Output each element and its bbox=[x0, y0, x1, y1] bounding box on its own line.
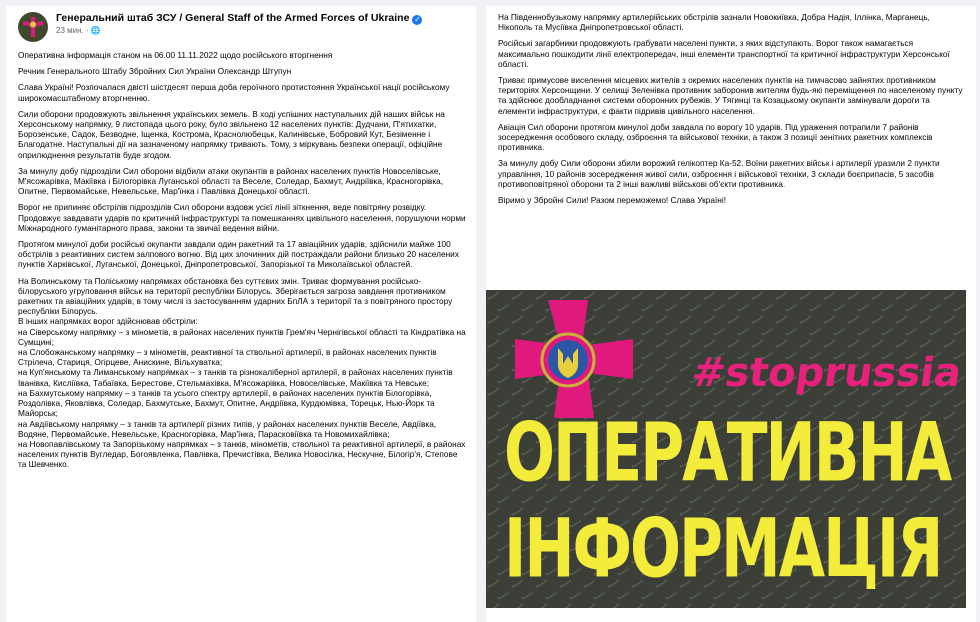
banner-hashtag: #stoprussia bbox=[688, 350, 965, 396]
post-paragraph: На Волинському та Поліському напрямках обстановка без суттєвих змін. Триває формування російсько-білоруського угруповання військ на території республіки Білорусь. Зберігається загроза завдання противником ракетних та авіаційних ударів, в тому числі із застосуванням ударних БпЛА з території та з повітряного простору республіки Білорусь. bbox=[18, 275, 453, 317]
shelling-item: на Слобожанському напрямку – з мінометів, реактивної та ствольної артилерії, в районах населених пунктів Стрілеча, Стариця, Огірцеве, Анискине, Вільхуватка; bbox=[18, 347, 437, 368]
post-paragraph: За минулу добу підрозділи Сил оборони відбили атаки окупантів в районах населених пунктів Новоселівське, М'ясожарівка, Макіївка і Білогорівка Луганської області та Веселе, Соледар, Бахмут, Андріївка, Красногорівка, Опитне, Первомайське, Невельське, Мар'їнка і Павлівка Донецької області. bbox=[18, 165, 444, 197]
shelling-item: на Куп'янському та Лиманському напрямках – з танків та різнокаліберної артилерії, в районах населених пунктів Іванівка, Кисліївка, Табаївка, Берестове, Стельмахівка, М'ясожарівка, Новоселівське, Макіївка та Невське; bbox=[18, 367, 453, 388]
post-body-right bbox=[498, 6, 966, 205]
post-right-column bbox=[486, 6, 976, 622]
globe-icon: 🌐 bbox=[90, 26, 101, 35]
banner-title-line2: ІНФОРМАЦІЯ bbox=[504, 502, 942, 597]
post-paragraph: Російські загарбники продовжують грабувати населені пункти, з яких відступають. Ворог також намагається максимально пошкодити лінії електропередач, інші елементи транспортної та критичної інфраструктури Херсонської області. bbox=[498, 38, 950, 69]
post-paragraph: На Південнобузькому напрямку артилерійських обстрілів зазнали Новокиївка, Добра Надія, Іллінка, Марганець, Нікополь та Мусіївка Дніпропетровської області. bbox=[498, 12, 930, 33]
post-paragraph: Авіація Сил оборони протягом минулої доби завдала по ворогу 10 ударів. Під ураження потрапили 7 районів зосередження особового складу, озброєння та військової техніки, а також 3 позиції зенітних ракетних комплексів противника. bbox=[498, 121, 933, 153]
post-meta: 23 мин. · 🌐 bbox=[56, 26, 101, 35]
shelling-item: на Новопавлівському та Запорізькому напрямках – з танків, мінометів, ствольної та реактивної артилерії, в районах населених пунктів Вугледар, Богоявленка, Павлівка, Пречистівка, Велика Новосілка, Нескучне, Білогір'я, Степове та Шевченко. bbox=[18, 438, 466, 470]
shelling-item: на Бахмутському напрямку – з танків та усього спектру артилерії, в районах населених пунктів Білогорівка, Роздолівка, Яковлівка, Соледар, Бахмутське, Бахмут, Опитне, Андріївка, Курдюмівка, Торецьк, Нью-Йорк та Майорськ; bbox=[18, 387, 435, 419]
shelling-intro: В інших напрямках ворог здійснював обстріли: bbox=[18, 316, 198, 327]
post-title: Оперативна інформація станом на 06.00 11.11.2022 щодо російського вторгнення bbox=[18, 50, 333, 60]
banner-title-line1: ОПЕРАТИВНА bbox=[504, 406, 951, 501]
info-banner-image[interactable] bbox=[486, 290, 966, 608]
verified-badge-icon: ✓ bbox=[414, 15, 421, 24]
banner-text-layer bbox=[486, 290, 966, 608]
post-paragraph: Речник Генерального Штабу Збройних Сил України Олександр Штупун bbox=[18, 66, 292, 77]
post-paragraph: За минулу добу Сили оборони збили ворожий гелікоптер Ка-52. Воїни ракетних військ і артилерії уразили 2 пункти управління, 10 районів зосередження живої сили, озброєння і військової техніки, 3 склади боєприпасів, 5 засобів противоповітряної оборони та 2 інші важливі військові об'єкти противника. bbox=[498, 158, 940, 189]
avatar[interactable] bbox=[18, 12, 48, 42]
post-paragraph: Протягом минулої доби російські окупанти завдали один ракетний та 17 авіаційних ударів, здійснили майже 100 обстрілів з реактивних систем залпового вогню. Від цих злочинних дій постраждали райони близько 20 населених пунктів Харківської, Луганської, Донецької, Дніпропетровської, Запорізької та Миколаївської областей. bbox=[18, 239, 459, 270]
shelling-item: на Авдіївському напрямку – з танків та артилерії різних типів, у районах населених пунктів Веселе, Авдіївка, Водяне, Первомайське, Невельське, Красногорівка, Мар'їнка, Парасковіївка та Новомихайлівка; bbox=[18, 418, 437, 439]
post-time[interactable]: 23 мин. bbox=[56, 26, 84, 35]
post-paragraph: Сили оборони продовжують звільнення українських земель. В ході успішних наступальних дій наших військ на Херсонському напрямку, 9 листопада цього року, було звільнено 12 населених пунктів: Дудчани, П'ятихатки, Борозенське, Садок, Безводне, Іщенка, Кострома, Краснолюбецьк, Калинівське, Бобровий Кут, Безіменне і Благодатне. Наступальні дії на зазначеному напрямку тривають. Тому, з міркувань безпеки операції, офіційне оприлюднення результатів буде згодом. bbox=[18, 108, 445, 160]
post-paragraph: Триває примусове виселення місцевих жителів з окремих населених пунктів на тимчасово зайнятих противником територіях Херсонщини. У селищі Зеленівка противник заборонив жителям будь-які переміщення по населеному пункту та здійснює дообладнання системи оборонних рубежів. У Тягинці та Козацькому окупанти замінували дороги та елементи інфраструктури, є факти підривів цивільного населення. bbox=[498, 75, 963, 116]
post-paragraph: Ворог не припиняє обстрілів підрозділів Сил оборони вздовж усієї лінії зіткнення, веде повітряну розвідку. Продовжує завдавати ударів по критичній інфраструктурі та помешканнях цивільного населення, порушуючи норми Міжнародного гуманітарного права, закони та звичаї ведення війни. bbox=[18, 202, 466, 233]
post-closing: Віримо у Збройні Сили! Разом переможемо! Слава Україні! bbox=[498, 195, 727, 206]
post-paragraph: Слава Україні! Розпочалася двісті шістдесят перша доба героїчного протистояння Української нації російському широкомасштабному вторгненню. bbox=[18, 82, 450, 103]
post-body-left bbox=[18, 50, 466, 470]
post-left-column bbox=[6, 6, 476, 622]
cross-emblem-icon bbox=[22, 16, 44, 38]
page-name[interactable]: Генеральний штаб ЗСУ / General Staff of the Armed Forces of Ukraine ✓ bbox=[56, 12, 421, 24]
shelling-item: на Сіверському напрямку – з мінометів, в районах населених пунктів Грем'яч Чернігівської області та Кіндратівка на Сумщині; bbox=[18, 326, 466, 347]
post-header bbox=[18, 12, 466, 42]
